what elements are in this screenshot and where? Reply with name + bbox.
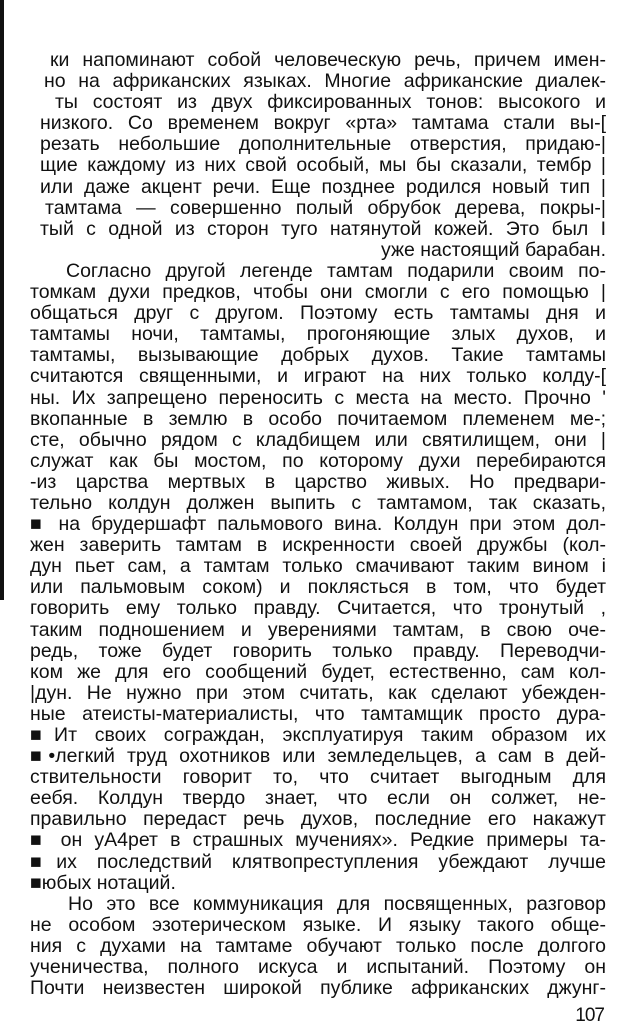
- text-line: тый с одной из сторон туго натянутой кожей. Это был I: [40, 218, 606, 240]
- text-line: Почти неизвестен широкой публике африканских джунг-: [30, 978, 606, 1000]
- text-line: или пальмовым соком) и поклясться в том, что будет: [30, 577, 606, 599]
- text-line: ученичества, полного искуса и испытаний. Поэтому он: [30, 957, 606, 979]
- text-line: щие каждому из них свой особый, мы бы сказали, тембр |: [40, 155, 606, 177]
- text-line: но на африканских языках. Многие африканские диалек-: [44, 71, 606, 93]
- text-line: ны. Их запрещено переносить с места на место. Прочно ': [30, 387, 606, 409]
- text-line: правильно передаст речь духов, последние его накажут: [30, 809, 606, 831]
- text-line: служат как бы мостом, по которому духи перебираются: [30, 450, 606, 472]
- text-line: ты состоят из двух фиксированных тонов: высокого и: [55, 92, 606, 114]
- text-line: еебя. Колдун твердо знает, что если он солжет, не-: [30, 788, 606, 810]
- text-line: ■Ит своих сограждан, эксплуатируя таким образом их: [30, 725, 606, 746]
- text-line: говорить ему только правду. Считается, что тронутый ,: [30, 598, 606, 620]
- text-line: общаться друг с другом. Поэтому есть тамтамы дня и: [30, 303, 606, 325]
- text-line: ■•легкий труд охотников или земледельцев, а сам в дей-: [30, 746, 606, 768]
- body-text: [30, 50, 606, 999]
- text-line: ■ на брудершафт пальмового вина. Колдун при этом дол-: [30, 514, 606, 536]
- text-line: ные атеисты-материалисты, что тамтамщик просто дура-: [30, 703, 606, 725]
- text-line: редь, тоже будет говорить только правду. Переводчи-: [30, 640, 606, 662]
- text-line: тельно колдун должен выпить с тамтамом, так сказать,: [30, 492, 606, 514]
- text-line: дун пьет сам, а тамтам только смачивают таким вином i: [30, 556, 606, 578]
- text-line: таким подношением и уверениями тамтам, в свою оче-: [30, 619, 606, 641]
- text-line: |дун. Не нужно при этом считать, как сделают убежден-: [30, 682, 606, 704]
- text-line: или даже акцент речи. Еще позднее родился новый тип |: [40, 176, 606, 198]
- text-line: сте, обычно рядом с кладбищем или святилищем, они |: [30, 429, 606, 451]
- text-line: ■юбых нотаций.: [30, 872, 176, 894]
- scan-edge-shadow: [0, 0, 4, 600]
- text-line: вкопанные в землю в особо почитаемом племенем ме-;: [30, 408, 606, 430]
- text-line: ■ он уА4рет в страшных мучениях». Редкие примеры та-: [30, 830, 606, 852]
- text-line: ком же для его сообщений будет, естественно, сам кол-: [30, 661, 606, 683]
- text-line: Но это все коммуникация для посвященных, разговор: [68, 893, 606, 915]
- text-line: уже настоящий барабан.: [380, 239, 606, 261]
- text-line: не особом эзотерическом языке. И языку такого обще-: [30, 914, 606, 936]
- text-line: жен заверить тамтам в искренности своей дружбы (кол-: [30, 535, 606, 557]
- text-line: Согласно другой легенде тамтам подарили своим по-: [66, 260, 606, 282]
- text-line: томкам духи предков, чтобы они смогли с его помощью |: [30, 282, 606, 304]
- text-line: ния с духами на тамтаме обучают только после долгого: [30, 935, 606, 957]
- text-line: -из царства мертвых в царство живых. Но предвари-: [30, 471, 606, 493]
- text-line: ки напоминают собой человеческую речь, причем имен-: [50, 50, 606, 71]
- text-line: тамтамы, вызывающие добрых духов. Такие тамтамы: [30, 345, 606, 367]
- text-line: низкого. Со временем вокруг «рта» тамтама стали вы-[: [40, 113, 606, 135]
- text-line: тамтама — совершенно полый обрубок дерева, покры-|: [45, 197, 606, 219]
- text-line: ■их последствий клятвопреступления убеждают лучше: [30, 851, 606, 873]
- page-number: 107: [575, 1005, 604, 1026]
- text-line: резать небольшие дополнительные отверстия, придаю-|: [40, 134, 606, 156]
- text-line: тамтамы ночи, тамтамы, прогоняющие злых духов, и: [30, 324, 606, 346]
- text-line: ствительности говорит то, что считает выгодным для: [30, 767, 606, 789]
- text-line: считаются священными, и играют на них только колду-[: [30, 366, 606, 388]
